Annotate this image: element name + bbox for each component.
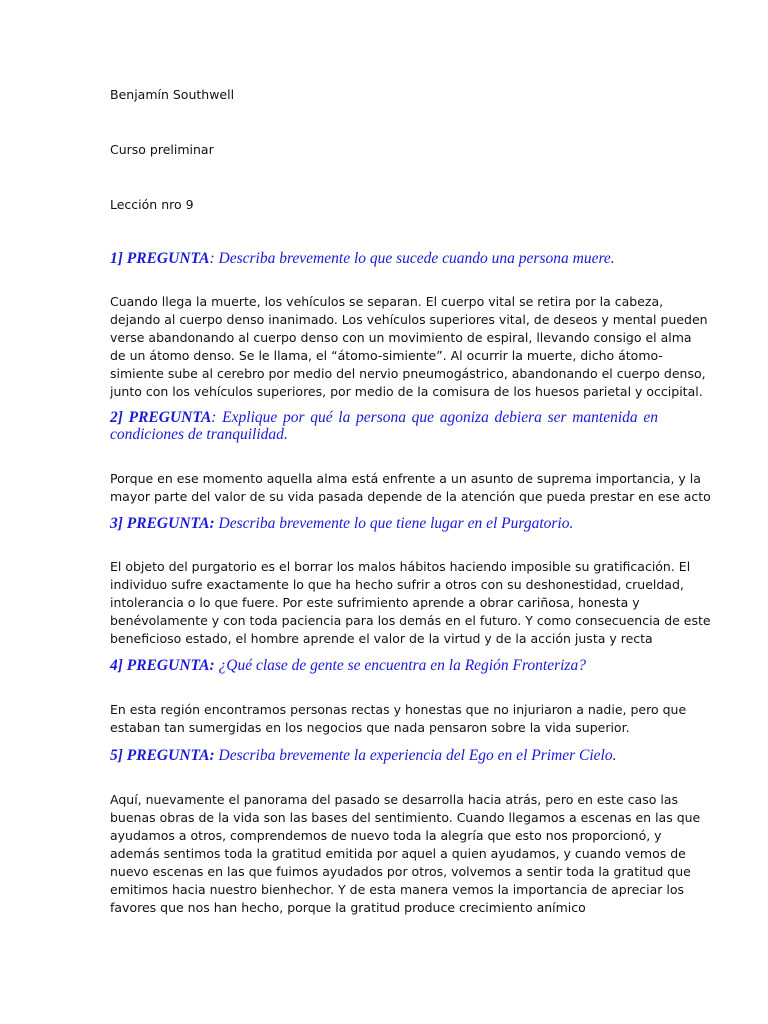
question-text: ¿Qué clase de gente se encuentra en la Región Fronteriza? — [214, 657, 586, 674]
answer-line: individuo sufre exactamente lo que ha hecho sufrir a otros con su deshonestidad, crueldad, — [110, 577, 684, 592]
answer-line: benévolamente y con toda paciencia para los demás en el futuro. Y como consecuencia de este — [110, 613, 711, 628]
question-4 — [110, 657, 658, 674]
answer-line: El objeto del purgatorio es el borrar los malos hábitos haciendo imposible su gratificación. El — [110, 559, 691, 574]
question-label: 4] PREGUNTA: — [110, 657, 215, 674]
question-text: Explique por qué la persona que agoniza debiera ser mantenida en condiciones de tranquilidad. — [110, 409, 659, 443]
answer-line: además sentimos toda la gratitud emitida por aquel a quien ayudamos, y cuando vemos de — [110, 846, 686, 861]
answer-2 — [110, 470, 711, 506]
answer-line: estaban tan sumergidas en los negocios que nada pensaron sobre la vida superior. — [110, 720, 630, 735]
lesson-number: Lección nro 9 — [110, 197, 194, 212]
question-text: Describa brevemente la experiencia del Ego en el Primer Cielo. — [214, 747, 617, 764]
answer-line: Cuando llega la muerte, los vehículos se separan. El cuerpo vital se retira por la cabeza, — [110, 294, 664, 309]
question-3 — [110, 515, 658, 532]
author-name: Benjamín Southwell — [110, 87, 235, 102]
question-separator: : — [209, 250, 215, 267]
answer-line: junto con los vehículos superiores, por medio de la comisura de los huesos parietal y occipital. — [110, 384, 703, 399]
question-label: 5] PREGUNTA: — [110, 747, 215, 764]
answer-line: de un átomo denso. Se le llama, el “átomo-simiente”. Al ocurrir la muerte, dicho átomo- — [110, 348, 663, 363]
question-text: Describa brevemente lo que tiene lugar en el Purgatorio. — [214, 515, 574, 532]
answer-line: verse abandonando al cuerpo denso con un movimiento de espiral, llevando consigo el alma — [110, 330, 692, 345]
document-page — [110, 0, 711, 1024]
answer-line: intolerancia o lo que fuere. Por este sufrimiento aprende a obrar cariñosa, honesta y — [110, 595, 640, 610]
answer-5 — [110, 791, 701, 917]
question-5 — [110, 747, 658, 764]
answer-line: ayudamos a otros, comprendemos de nuevo toda la alegría que esto nos proporcionó, y — [110, 828, 662, 843]
answer-1 — [110, 293, 708, 401]
answer-line: buenas obras de la vida son las bases del sentimiento. Cuando llegamos a escenas en las que — [110, 810, 701, 825]
answer-line: En esta región encontramos personas rectas y honestas que no injuriaron a nadie, pero que — [110, 702, 687, 717]
question-label: 2] PREGUNTA — [110, 409, 212, 426]
answer-line: favores que nos han hecho, porque la gratitud produce crecimiento anímico — [110, 900, 586, 915]
question-label: 3] PREGUNTA: — [110, 515, 215, 532]
course-name: Curso preliminar — [110, 142, 214, 157]
answer-line: dejando al cuerpo denso inanimado. Los vehículos superiores vital, de deseos y mental pueden — [110, 312, 708, 327]
question-2 — [110, 409, 658, 443]
answer-3 — [110, 558, 711, 648]
answer-line: nuevo escenas en las que fuimos ayudados por otros, volvemos a sentir toda la gratitud que — [110, 864, 691, 879]
question-1 — [110, 250, 658, 267]
answer-line: mayor parte del valor de su vida pasada depende de la atención que pueda prestar en ese acto — [110, 489, 711, 504]
answer-line: emitimos hacia nuestro bienhechor. Y de esta manera vemos la importancia de apreciar los — [110, 882, 685, 897]
answer-line: Porque en ese momento aquella alma está enfrente a un asunto de suprema importancia, y la — [110, 471, 701, 486]
answer-line: Aquí, nuevamente el panorama del pasado se desarrolla hacia atrás, pero en este caso las — [110, 792, 678, 807]
question-separator: : — [211, 409, 217, 426]
answer-line: beneficioso estado, el hombre aprende el valor de la virtud y de la acción justa y recta — [110, 631, 653, 646]
question-label: 1] PREGUNTA — [110, 250, 210, 267]
answer-4 — [110, 701, 687, 737]
answer-line: simiente sube al cerebro por medio del nervio pneumogástrico, abandonando el cuerpo denso, — [110, 366, 706, 381]
question-text: Describa brevemente lo que sucede cuando una persona muere. — [214, 250, 615, 267]
